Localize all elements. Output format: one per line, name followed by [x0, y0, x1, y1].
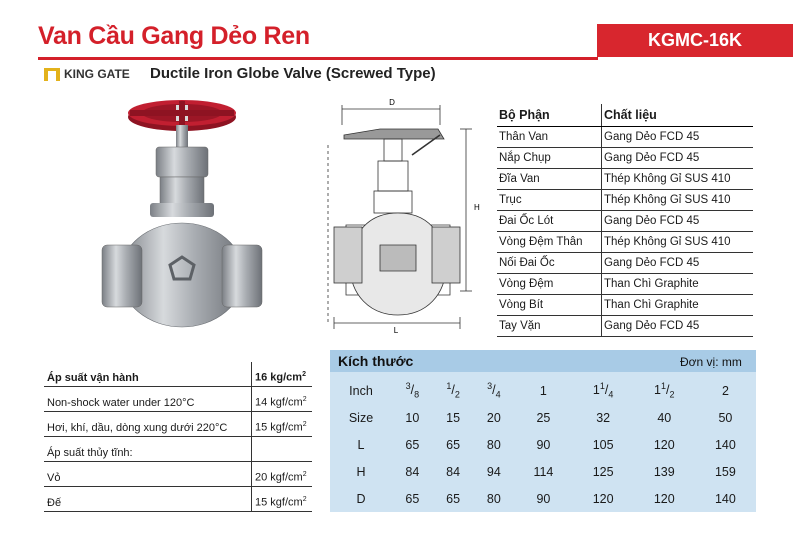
- pressure-row: [44, 412, 312, 437]
- pressure-label: Vỏ: [44, 462, 252, 487]
- materials-header-row: [497, 104, 753, 127]
- inch-size-cell: [433, 377, 474, 404]
- pressure-value: [252, 437, 313, 462]
- material-name: Thép Không Gỉ SUS 410: [602, 190, 754, 211]
- inch-numerator: 1: [599, 381, 605, 392]
- dimensions-row: [330, 485, 756, 512]
- dimension-value: 65: [446, 437, 461, 452]
- dimension-value: 32: [596, 410, 611, 425]
- inch-whole: 1: [654, 383, 661, 398]
- materials-row: [497, 148, 753, 169]
- material-name: Gang Dẻo FCD 45: [602, 148, 754, 169]
- fraction-slash: /: [492, 383, 496, 398]
- material-part-name: Nắp Chụp: [497, 148, 602, 169]
- dimensions-row: [330, 404, 756, 431]
- brand: [44, 67, 130, 81]
- dimension-value: 125: [592, 464, 614, 479]
- material-part-name: Vòng Bít: [497, 295, 602, 316]
- inch-numerator: 3: [487, 381, 493, 392]
- materials-row: [497, 253, 753, 274]
- pressure-row: [44, 487, 312, 512]
- dim-label-d: D: [389, 98, 395, 107]
- model-code-badge: KGMC-16K: [597, 24, 793, 57]
- materials-row: [497, 190, 753, 211]
- dimension-value: 10: [405, 410, 420, 425]
- materials-table: [497, 104, 753, 337]
- fraction-slash: /: [451, 383, 455, 398]
- pressure-label: Hơi, khí, dầu, dòng xung dưới 220°C: [44, 412, 252, 437]
- dimension-value: 159: [714, 464, 736, 479]
- dimensions-row-label: Size: [348, 410, 374, 425]
- dimension-value: 120: [592, 491, 614, 506]
- material-name: Than Chì Graphite: [602, 274, 754, 295]
- dimension-value: 80: [486, 437, 501, 452]
- material-part-name: Vòng Đệm: [497, 274, 602, 295]
- material-part-name: Nối Đai Ốc: [497, 253, 602, 274]
- dimension-value: 20: [486, 410, 501, 425]
- material-part-name: Đĩa Van: [497, 169, 602, 190]
- dimension-value: 84: [446, 464, 461, 479]
- materials-row: [497, 127, 753, 148]
- pressure-value: [252, 387, 313, 412]
- dimension-value: 140: [714, 437, 736, 452]
- materials-header-material: Chất liệu: [602, 104, 754, 127]
- dimension-value: 50: [718, 410, 733, 425]
- pressure-row: [44, 362, 312, 387]
- material-name: Thép Không Gỉ SUS 410: [602, 169, 754, 190]
- pressure-label: Áp suất thủy tĩnh:: [44, 437, 252, 462]
- inch-whole: 2: [721, 383, 729, 398]
- fraction-slash: /: [604, 383, 609, 398]
- materials-row: [497, 316, 753, 337]
- material-name: Gang Dẻo FCD 45: [602, 253, 754, 274]
- pressure-value: [252, 487, 313, 512]
- dimension-value: 25: [536, 410, 551, 425]
- valve-photo: [100, 95, 275, 335]
- materials-row: [497, 295, 753, 316]
- material-part-name: Thân Van: [497, 127, 602, 148]
- pressure-value-text: 16 kg/cm: [255, 372, 303, 384]
- inch-numerator: 3: [405, 381, 411, 392]
- dimension-value: 40: [657, 410, 672, 425]
- dimension-value: 90: [536, 437, 551, 452]
- dimensions-row-label: Inch: [349, 383, 373, 398]
- material-name: Thép Không Gỉ SUS 410: [602, 232, 754, 253]
- pressure-label: Non-shock water under 120°C: [44, 387, 252, 412]
- pressure-label: Đế: [44, 487, 252, 512]
- pressure-value-text: 20 kgf/cm: [255, 472, 303, 484]
- dimension-value: 90: [536, 491, 551, 506]
- dimension-value: 139: [653, 464, 675, 479]
- materials-row: [497, 169, 753, 190]
- inch-whole: 1: [539, 383, 547, 398]
- material-name: Than Chì Graphite: [602, 295, 754, 316]
- dimension-value: 94: [486, 464, 501, 479]
- materials-row: [497, 274, 753, 295]
- dimensions-row: [330, 431, 756, 458]
- pressure-value-text: 15 kgf/cm: [255, 497, 303, 509]
- inch-size-cell: [514, 377, 572, 404]
- dimension-value: 120: [653, 491, 675, 506]
- dimensions-inch-row: [330, 377, 756, 404]
- inch-denominator: 4: [608, 389, 614, 400]
- valve-technical-drawing: [320, 95, 485, 335]
- pressure-row: [44, 462, 312, 487]
- dimension-value: 65: [405, 437, 420, 452]
- inch-size-cell: [573, 377, 634, 404]
- inch-denominator: 4: [495, 389, 501, 400]
- pressure-table: [44, 362, 312, 512]
- pressure-value-text: 14 kgf/cm: [255, 397, 303, 409]
- dimension-value: 84: [405, 464, 420, 479]
- inch-denominator: 2: [669, 389, 675, 400]
- dimensions-row: [330, 458, 756, 485]
- material-part-name: Vòng Đệm Thân: [497, 232, 602, 253]
- dimensions-unit: Đơn vị: mm: [680, 355, 742, 369]
- dimension-value: 65: [405, 491, 420, 506]
- dimensions-table: [330, 377, 756, 512]
- product-subtitle: Ductile Iron Globe Valve (Screwed Type): [150, 65, 436, 82]
- inch-size-cell: [392, 377, 433, 404]
- inch-numerator: 1: [446, 381, 452, 392]
- inch-size-cell: [634, 377, 695, 404]
- pressure-value-text: 15 kgf/cm: [255, 422, 303, 434]
- pressure-label: Áp suất vận hành: [44, 362, 252, 387]
- pressure-value: [252, 362, 313, 387]
- dimension-value: 114: [533, 464, 554, 479]
- king-gate-logo-icon: [44, 68, 60, 81]
- dim-label-h: H: [474, 203, 480, 212]
- inch-denominator: 2: [454, 389, 460, 400]
- dimension-value: 140: [714, 491, 736, 506]
- material-name: Gang Dẻo FCD 45: [602, 211, 754, 232]
- material-part-name: Tay Vặn: [497, 316, 602, 337]
- materials-row: [497, 232, 753, 253]
- dimension-value: 15: [446, 410, 461, 425]
- dimensions-title: Kích thước: [338, 353, 414, 369]
- material-name: Gang Dẻo FCD 45: [602, 127, 754, 148]
- pressure-unit-exponent: 2: [302, 496, 307, 504]
- dimensions-row-label: D: [356, 491, 366, 506]
- inch-size-cell: [473, 377, 514, 404]
- dimension-value: 65: [446, 491, 461, 506]
- dim-label-l: L: [393, 326, 399, 335]
- pressure-value: [252, 462, 313, 487]
- brand-name: KING GATE: [64, 67, 130, 81]
- material-part-name: Đai Ốc Lót: [497, 211, 602, 232]
- pressure-value: [252, 412, 313, 437]
- material-name: Gang Dẻo FCD 45: [602, 316, 754, 337]
- header-divider: [38, 57, 598, 60]
- inch-denominator: 8: [414, 389, 420, 400]
- fraction-slash: /: [666, 383, 670, 398]
- inch-whole: 1: [592, 383, 600, 398]
- inch-numerator: 1: [660, 381, 666, 392]
- fraction-slash: /: [410, 383, 415, 398]
- materials-row: [497, 211, 753, 232]
- pressure-unit-exponent: 2: [302, 371, 306, 379]
- dimension-value: 80: [486, 491, 501, 506]
- material-part-name: Trục: [497, 190, 602, 211]
- dimension-value: 120: [653, 437, 675, 452]
- dimensions-row-label: H: [356, 464, 366, 479]
- page-title: Van Cầu Gang Dẻo Ren: [38, 22, 310, 50]
- dimension-value: 105: [592, 437, 614, 452]
- pressure-unit-exponent: 2: [302, 396, 307, 404]
- pressure-unit-exponent: 2: [302, 471, 307, 479]
- dimensions-row-label: L: [357, 437, 365, 452]
- inch-size-cell: [695, 377, 756, 404]
- pressure-row: [44, 387, 312, 412]
- materials-header-part: Bộ Phận: [497, 104, 602, 127]
- pressure-row: [44, 437, 312, 462]
- pressure-unit-exponent: 2: [302, 421, 307, 429]
